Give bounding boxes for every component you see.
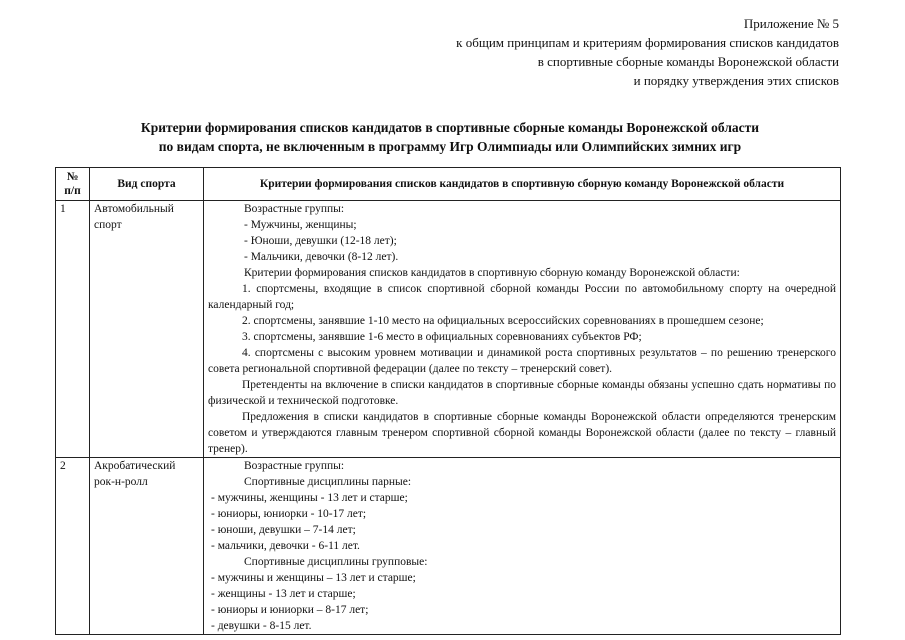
appendix-number: Приложение № 5 <box>743 16 839 31</box>
header-number-sign: № <box>66 171 79 183</box>
age-group-item: - девушки - 8-15 лет. <box>211 620 312 632</box>
header-number <box>56 168 90 201</box>
age-group-item: - юноши, девушки – 7-14 лет; <box>211 524 356 536</box>
age-groups-title: Возрастные группы: <box>244 460 345 472</box>
age-group-item: - юниоры, юниорки - 10-17 лет; <box>211 508 367 520</box>
header-criteria: Критерии формирования списков кандидатов в спортивную сборную команду Воронежской области <box>204 168 841 201</box>
age-group-item: - мужчины и женщины – 13 лет и старше; <box>211 572 416 584</box>
appendix-line: в спортивные сборные команды Воронежской области <box>537 54 839 69</box>
criteria-title: Критерии формирования списков кандидатов в спортивную сборную команду Воронежской области: <box>244 267 740 279</box>
group-disciplines-title: Спортивные дисциплины групповые: <box>244 556 428 568</box>
title-line: по видам спорта, не включенным в программу Игр Олимпиады или Олимпийских зимних игр <box>158 139 742 154</box>
age-group-item: - Юноши, девушки (12-18 лет); <box>244 235 397 247</box>
row-sport: Автомобильный спорт <box>90 201 204 458</box>
pair-disciplines-title: Спортивные дисциплины парные: <box>244 476 412 488</box>
sport-name-line: Акробатический <box>94 460 176 472</box>
criteria-item: 2. спортсмены, занявшие 1-10 место на официальных всероссийских соревнованиях в прошедшем сезоне; <box>242 315 764 327</box>
criteria-item: 1. спортсмены, входящие в список спортивной сборной команды России по автомобильному спорту на очередной календарный год; <box>208 283 836 311</box>
sport-name-line: рок-н-ролл <box>94 476 148 488</box>
age-group-item: - женщины - 13 лет и старше; <box>211 588 356 600</box>
age-group-item: - мужчины, женщины - 13 лет и старше; <box>211 492 408 504</box>
approval-paragraph: Предложения в списки кандидатов в спортивные сборные команды Воронежской области определяются тренерским советом и утверждаются главным тренером спортивной сборной команды Воронежской области (далее по тексту – главный тренер). <box>208 411 836 455</box>
criteria-item: 3. спортсмены, занявшие 1-6 место в официальных соревнованиях субъектов РФ; <box>242 331 642 343</box>
row-criteria <box>204 458 841 635</box>
appendix-header <box>456 14 839 90</box>
document-title <box>60 118 840 156</box>
age-group-item: - Мальчики, девочки (8-12 лет). <box>244 251 399 263</box>
age-groups-title: Возрастные группы: <box>244 203 345 215</box>
age-group-item: - мальчики, девочки - 6-11 лет. <box>211 540 360 552</box>
row-number: 1 <box>56 201 90 458</box>
appendix-line: и порядку утверждения этих списков <box>633 73 839 88</box>
row-criteria <box>204 201 841 458</box>
table-row <box>56 201 841 458</box>
criteria-table <box>55 167 841 635</box>
header-sport: Вид спорта <box>90 168 204 201</box>
criteria-item: 4. спортсмены с высоким уровнем мотивации и динамикой роста спортивных результатов – по решению тренерского совета региональной спортивной федерации (далее по тексту – тренерский совет). <box>208 347 836 375</box>
row-sport <box>90 458 204 635</box>
age-group-item: - Мужчины, женщины; <box>244 219 357 231</box>
table-row <box>56 458 841 635</box>
requirements-paragraph: Претенденты на включение в списки кандидатов в спортивные сборные команды обязаны успешно сдать нормативы по физической и технической подготовке. <box>208 379 836 407</box>
appendix-line: к общим принципам и критериям формирования списков кандидатов <box>456 35 839 50</box>
row-number: 2 <box>56 458 90 635</box>
title-line: Критерии формирования списков кандидатов в спортивные сборные команды Воронежской области <box>140 120 760 135</box>
table-header-row <box>56 168 841 201</box>
header-number-abbr: п/п <box>64 185 81 197</box>
age-group-item: - юниоры и юниорки – 8-17 лет; <box>211 604 369 616</box>
